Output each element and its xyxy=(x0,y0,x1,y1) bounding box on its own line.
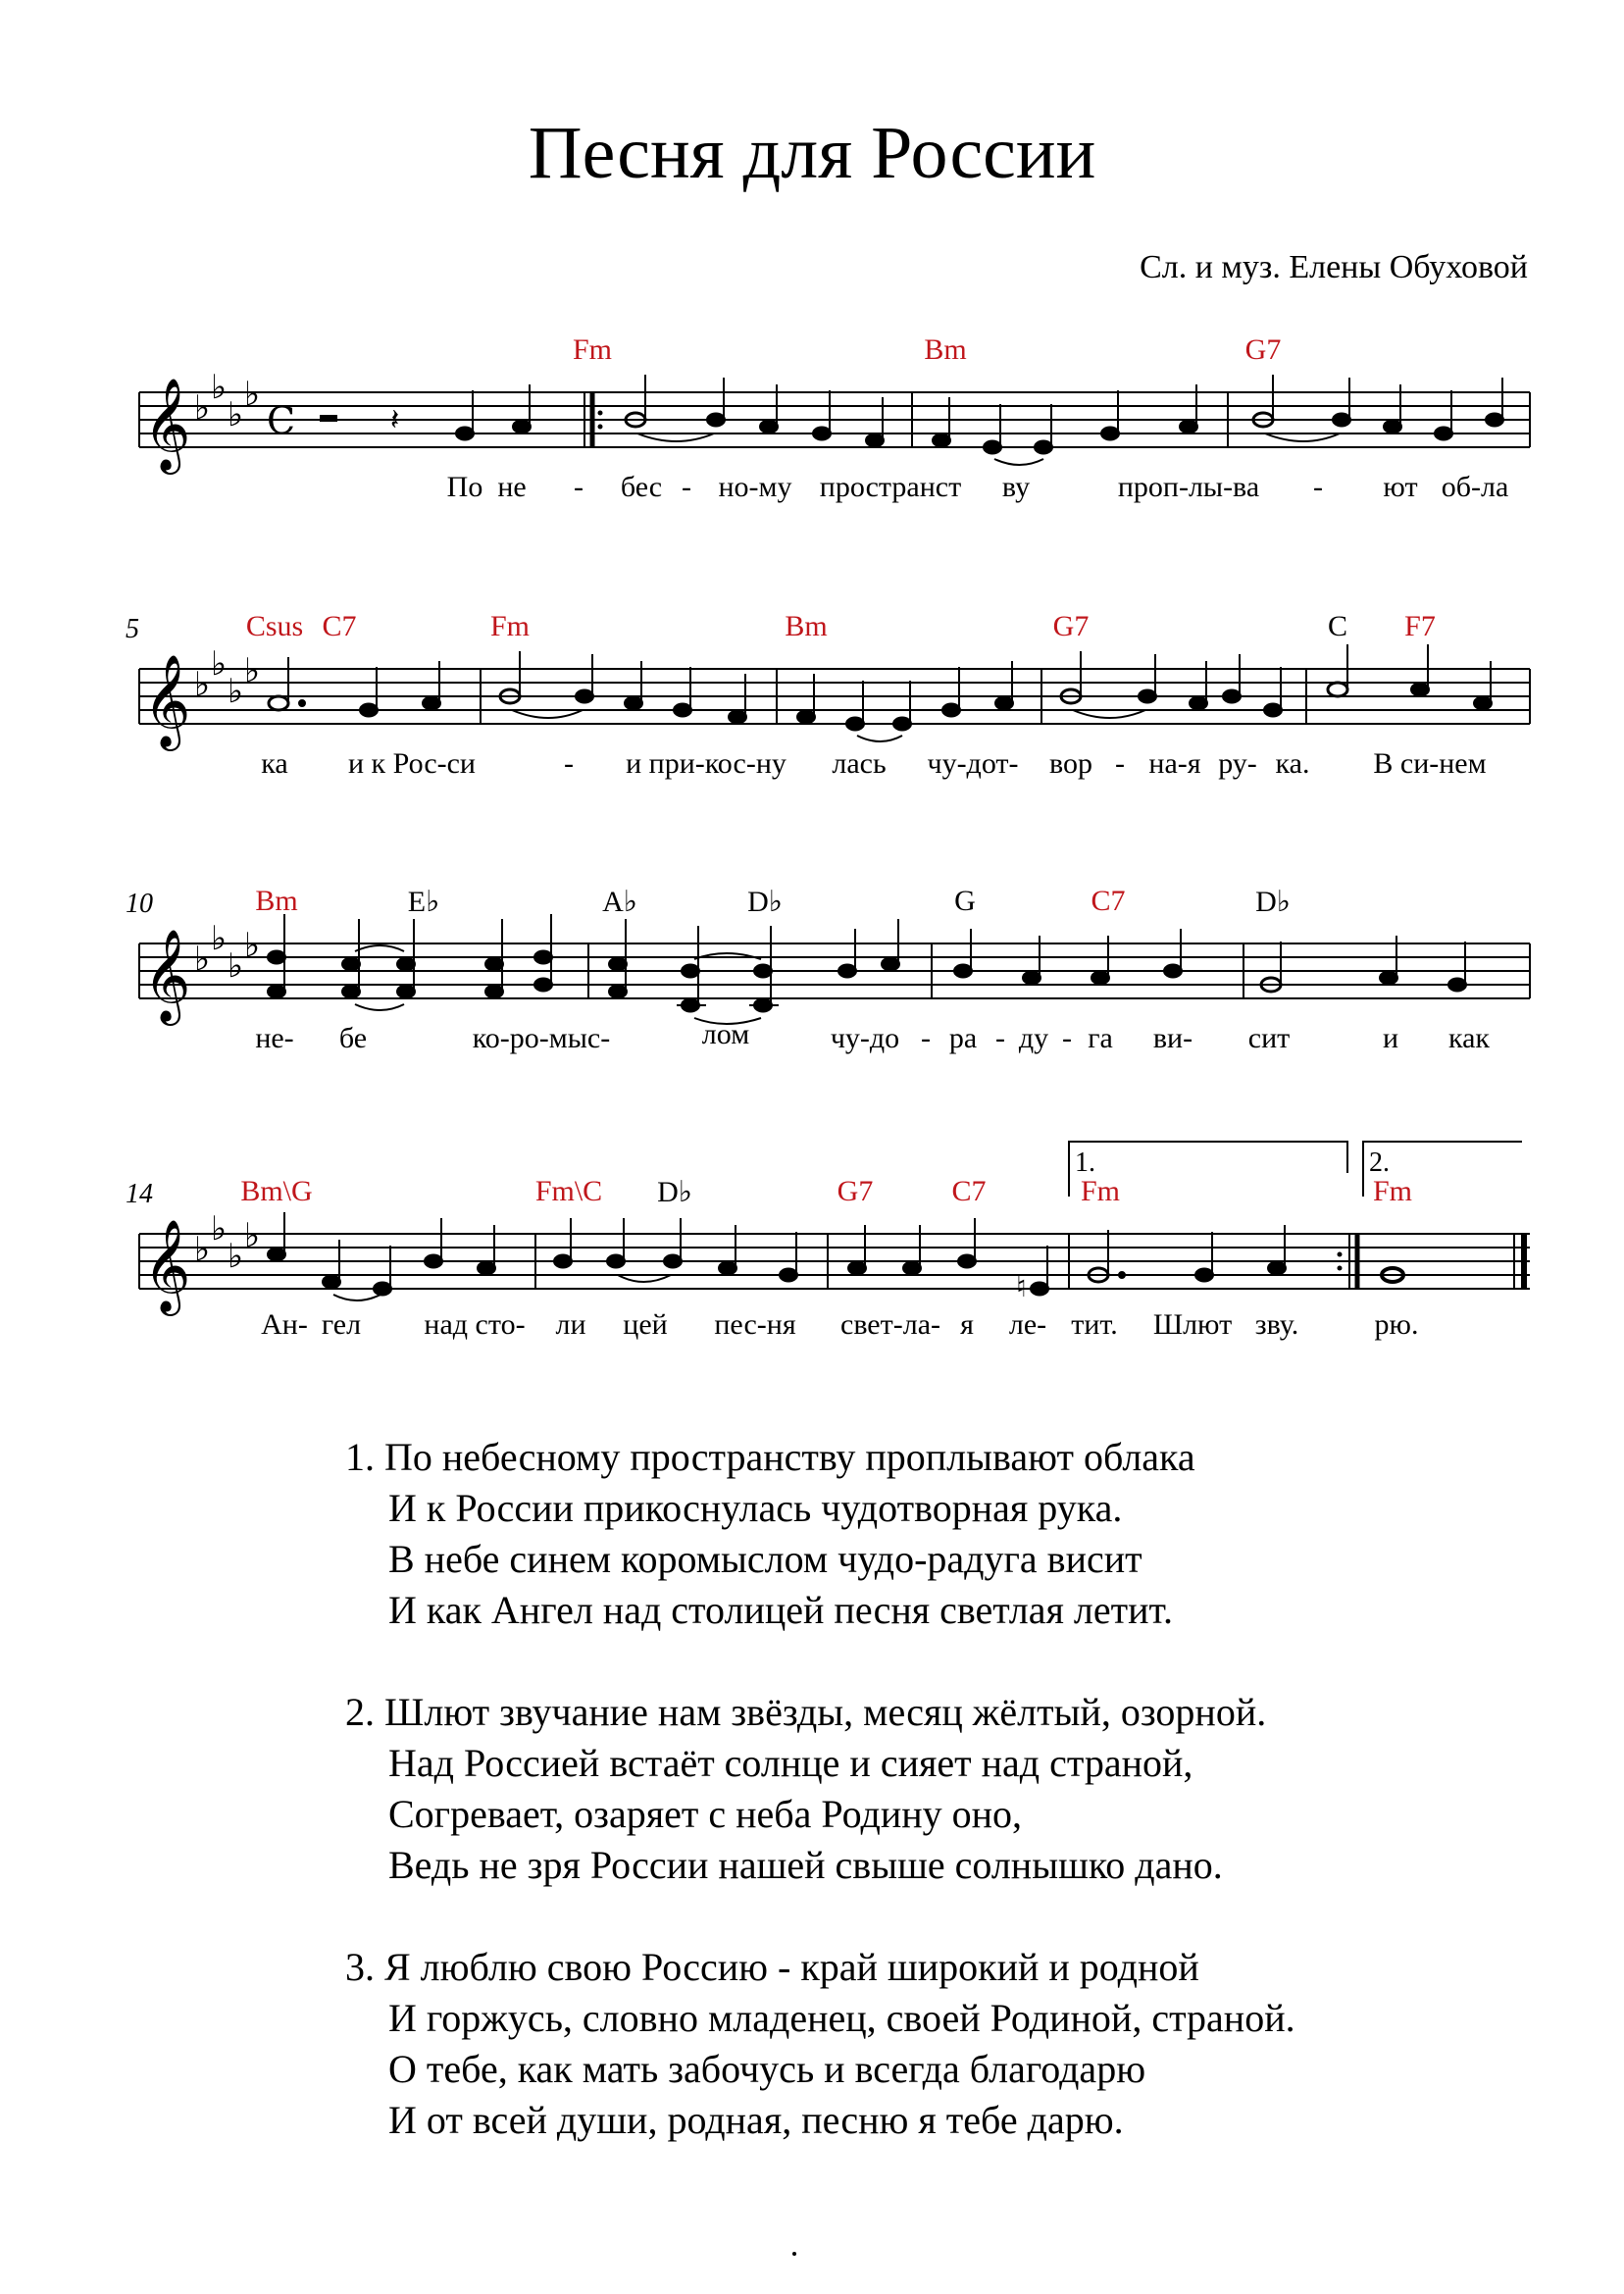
lyric-syllable: ка. xyxy=(1275,747,1310,780)
lyric-syllable: чу-до xyxy=(830,1022,900,1054)
svg-text:♭: ♭ xyxy=(211,644,228,684)
verses-block xyxy=(345,1432,1295,2197)
svg-text:♭: ♭ xyxy=(228,946,244,986)
svg-text:♭: ♭ xyxy=(211,919,228,958)
staff-system-1 xyxy=(0,324,1624,579)
chord-symbol: Fm xyxy=(1080,1175,1121,1207)
treble-clef-icon: 𝄞 xyxy=(143,929,191,1022)
svg-text:♭: ♭ xyxy=(194,388,211,428)
lyric-syllable: тит. xyxy=(1071,1308,1118,1341)
lyric-syllable: Шлют xyxy=(1152,1308,1233,1341)
verse-3 xyxy=(345,1942,1295,2146)
chord-symbol: D♭ xyxy=(747,886,783,918)
chord-symbol: C7 xyxy=(951,1175,987,1207)
lyric-syllable: га xyxy=(1088,1022,1113,1054)
staff-1-notation xyxy=(0,324,1624,579)
lyric-syllable: - xyxy=(564,747,574,780)
chord-symbol: Fm\C xyxy=(534,1175,603,1207)
lyric-syllable: и к Рос-си xyxy=(348,747,476,780)
lyric-syllable: Ан- xyxy=(261,1308,308,1341)
svg-text:♭: ♭ xyxy=(244,1216,261,1255)
song-title: Песня для России xyxy=(528,112,1096,194)
verse-line: И как Ангел над столицей песня светлая летит. xyxy=(388,1588,1173,1632)
lyric-syllable: пространст xyxy=(819,471,962,503)
svg-text:♭: ♭ xyxy=(211,1209,228,1249)
chord-symbol: Fm xyxy=(572,333,613,366)
chord-symbol: G xyxy=(954,885,976,917)
svg-text:♭: ♭ xyxy=(244,651,261,690)
verse-line: Над Россией встаёт солнце и сияет над страной, xyxy=(388,1741,1193,1785)
lyric-syllable: бес xyxy=(620,471,663,503)
lyric-syllable: и при-кос-ну xyxy=(626,747,787,780)
verse-number: 1. xyxy=(345,1435,375,1479)
verse-line-text: Шлют звучание нам звёзды, месяц жёлтый, озорной. xyxy=(384,1690,1267,1734)
lyric-syllable: проп-лы-ва xyxy=(1117,471,1260,503)
lyric-syllable: и xyxy=(1382,1022,1399,1054)
lyric-syllable: я xyxy=(960,1308,974,1341)
verse-number: 3. xyxy=(345,1945,375,1989)
chord-symbol: E♭ xyxy=(407,886,440,918)
svg-text:♭: ♭ xyxy=(228,672,244,711)
lyric-syllable: но-му xyxy=(718,471,792,503)
common-time-icon: C xyxy=(267,399,296,442)
lyric-syllable: свет-ла- xyxy=(840,1308,940,1341)
lyric-syllable: ко-ро-мыс- xyxy=(472,1022,611,1054)
page-dot xyxy=(792,2252,796,2256)
verse-line: Согревает, озаряет с неба Родину оно, xyxy=(388,1792,1023,1836)
verse-line: И от всей души, родная, песню я тебе дарю. xyxy=(388,2098,1124,2142)
chord-symbol: G7 xyxy=(1052,610,1090,642)
verse-1 xyxy=(345,1432,1295,1636)
verse-line-text: По небесному пространству проплывают облака xyxy=(384,1435,1195,1479)
verse-line xyxy=(345,1432,1295,1483)
chord-symbol: G7 xyxy=(1244,333,1282,366)
svg-text:♭: ♭ xyxy=(194,665,211,704)
chord-symbol: Bm\G xyxy=(240,1175,313,1207)
measure-number: 10 xyxy=(126,889,153,919)
verse-line: О тебе, как мать забочусь и всегда благодарю xyxy=(388,2047,1146,2091)
lyric-syllable: пес-ня xyxy=(714,1308,796,1341)
lyric-syllable: ду xyxy=(1018,1022,1049,1054)
measure-number: 14 xyxy=(126,1179,153,1209)
lyric-syllable: ву xyxy=(1001,471,1031,503)
author-credit: Сл. и муз. Елены Обуховой xyxy=(1140,249,1528,285)
treble-clef-icon: 𝄞 xyxy=(143,1219,191,1312)
lyric-syllable: ка xyxy=(261,747,288,780)
chord-symbol: D♭ xyxy=(657,1176,692,1208)
volta-ending-1: 1. xyxy=(1075,1147,1095,1178)
svg-text:♭: ♭ xyxy=(228,1237,244,1276)
verse-2 xyxy=(345,1687,1295,1891)
verse-line xyxy=(345,1942,1295,1993)
measure-number: 5 xyxy=(126,614,139,644)
treble-clef-icon: 𝄞 xyxy=(143,654,191,747)
lyric-syllable: не xyxy=(497,471,527,503)
lyric-syllable: В си-нем xyxy=(1373,747,1487,780)
chord-symbol: G7 xyxy=(837,1175,874,1207)
svg-text:♭: ♭ xyxy=(211,368,228,407)
lyric-syllable: на-я xyxy=(1148,747,1201,780)
chord-symbol: Bm xyxy=(924,333,967,366)
chord-symbol: C7 xyxy=(1091,885,1126,917)
chord-symbol: Fm xyxy=(1372,1175,1413,1207)
svg-text:♭: ♭ xyxy=(228,395,244,434)
chord-symbol: D♭ xyxy=(1255,886,1291,918)
lyric-syllable: ру- xyxy=(1218,747,1257,780)
lyric-syllable: - xyxy=(921,1022,931,1054)
chord-symbol: Fm xyxy=(489,610,531,642)
chord-symbol: Bm xyxy=(785,610,828,642)
lyric-syllable: - xyxy=(1115,747,1125,780)
lyric-syllable: - xyxy=(1313,471,1323,503)
lyric-syllable: лась xyxy=(832,747,887,780)
lyric-syllable: - xyxy=(995,1022,1005,1054)
staff-system-3 xyxy=(0,875,1624,1130)
verse-line-text: Я люблю свою Россию - край широкий и родной xyxy=(384,1945,1199,1989)
lyric-syllable: ют xyxy=(1383,471,1418,503)
svg-text:♭: ♭ xyxy=(244,926,261,965)
verse-line: Ведь не зря России нашей свыше солнышко дано. xyxy=(388,1843,1223,1887)
svg-text:𝄽: 𝄽 xyxy=(390,403,400,437)
lyric-syllable: цей xyxy=(623,1308,668,1341)
svg-text:♭: ♭ xyxy=(194,1230,211,1269)
lyric-syllable: сит xyxy=(1247,1022,1291,1054)
lyric-syllable: вор xyxy=(1049,747,1092,780)
lyric-syllable: чу-дот- xyxy=(927,747,1019,780)
lyric-syllable: - xyxy=(574,471,584,503)
chord-symbol: A♭ xyxy=(602,886,637,918)
lyric-syllable: рю. xyxy=(1374,1308,1419,1341)
treble-clef-icon: 𝄞 xyxy=(143,378,191,471)
lyric-syllable: не- xyxy=(255,1022,294,1054)
lyric-syllable: - xyxy=(1062,1022,1072,1054)
lyric-syllable: ра xyxy=(948,1022,978,1054)
volta-ending-2: 2. xyxy=(1369,1147,1390,1178)
lyric-syllable: зву. xyxy=(1254,1308,1299,1341)
svg-text:♮: ♮ xyxy=(1016,1270,1027,1304)
staff-3-notation xyxy=(0,875,1624,1130)
lyric-syllable: По xyxy=(446,471,483,503)
verse-line: И горжусь, словно младенец, своей Родиной, страной. xyxy=(388,1996,1295,2040)
verse-line: И к России прикоснулась чудотворная рука. xyxy=(388,1486,1123,1530)
lyric-syllable: как xyxy=(1447,1022,1491,1054)
staff-system-2 xyxy=(0,600,1624,855)
lyric-syllable: гел xyxy=(321,1308,362,1341)
lyric-syllable: бе xyxy=(338,1022,368,1054)
lyric-syllable: об-ла xyxy=(1441,471,1509,503)
chord-symbol: C7 xyxy=(322,610,357,642)
verse-line xyxy=(345,1687,1295,1738)
chord-symbol: F7 xyxy=(1404,610,1436,642)
chord-symbol: C xyxy=(1327,610,1348,642)
lyric-syllable: ле- xyxy=(1008,1308,1047,1341)
chord-symbol: Csus xyxy=(245,610,304,642)
lyric-syllable: ви- xyxy=(1152,1022,1193,1054)
lyric-syllable: ли xyxy=(555,1308,586,1341)
verse-number: 2. xyxy=(345,1690,375,1734)
lyric-syllable: лом xyxy=(701,1018,750,1050)
svg-text:♭: ♭ xyxy=(194,940,211,979)
verse-line: В небе синем коромыслом чудо-радуга висит xyxy=(388,1537,1142,1581)
chord-symbol: Bm xyxy=(255,885,298,917)
lyric-syllable: - xyxy=(682,471,691,503)
svg-text:♭: ♭ xyxy=(244,375,261,414)
staff-system-4 xyxy=(0,1147,1624,1406)
lyric-syllable: над сто- xyxy=(424,1308,526,1341)
